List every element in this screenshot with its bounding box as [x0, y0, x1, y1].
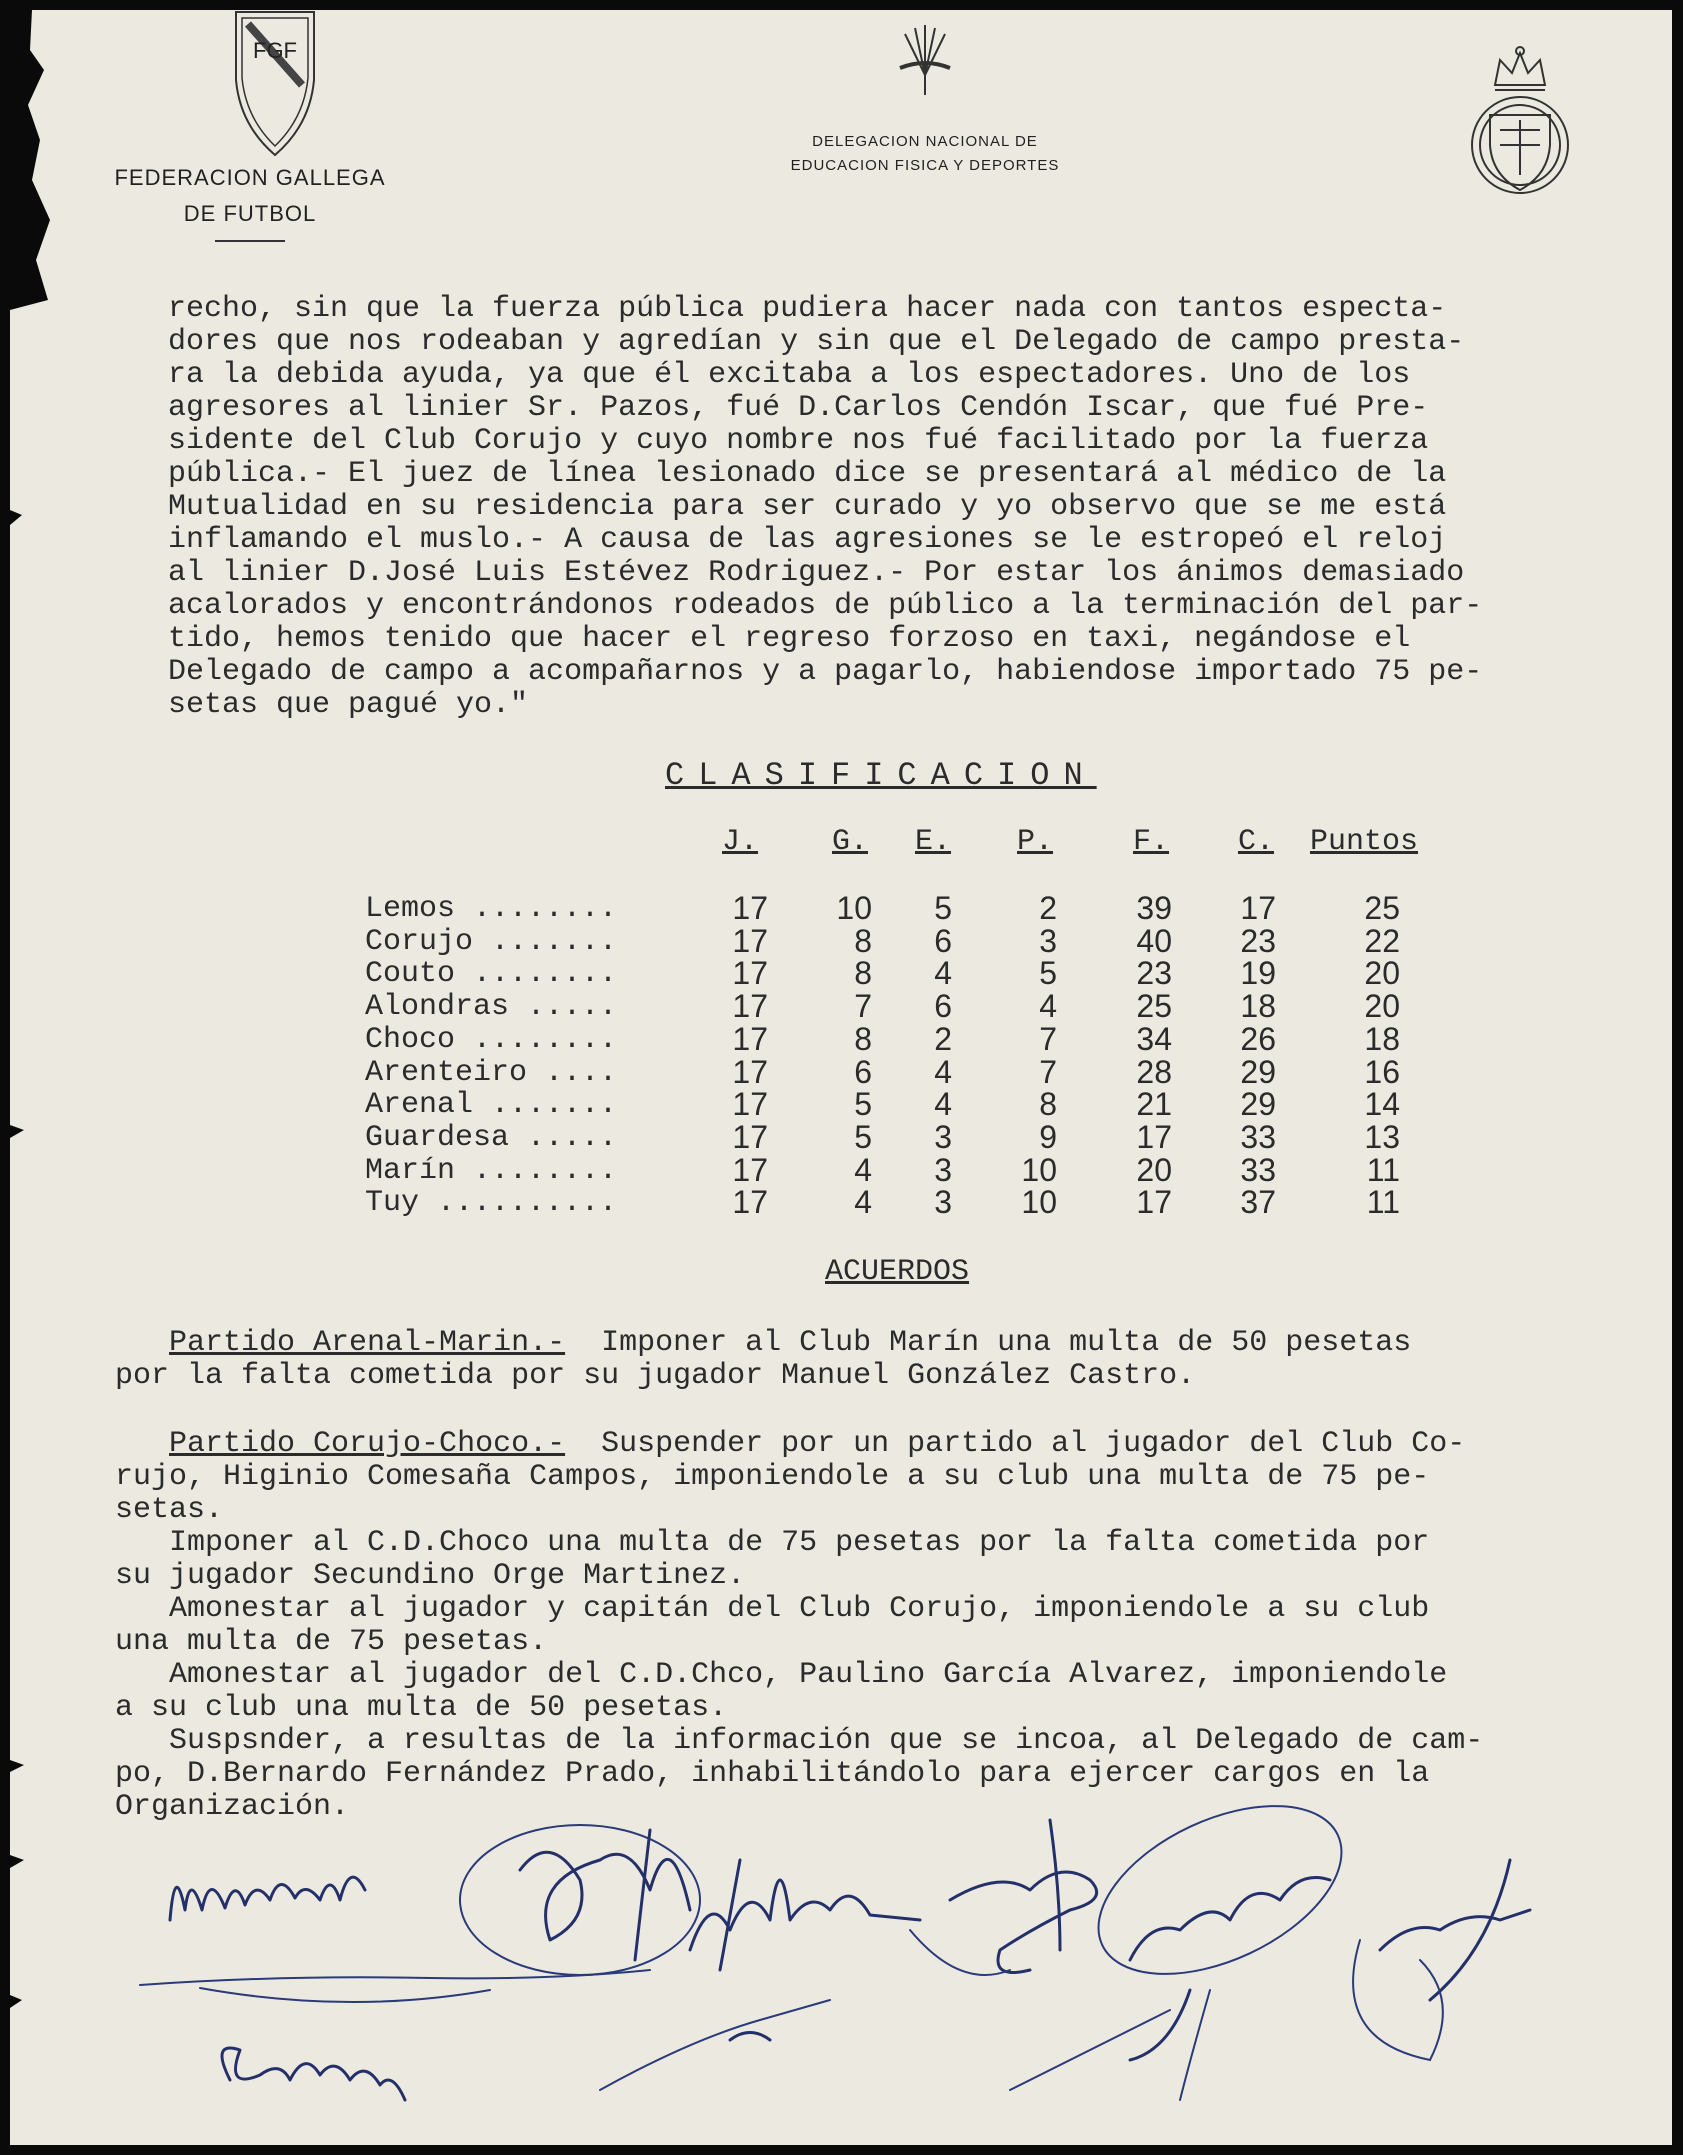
standings-cell: 5 — [934, 890, 952, 926]
agreement-line: una multa de 75 pesetas. — [115, 1625, 548, 1659]
standings-cell: 10 — [1021, 1151, 1057, 1188]
standings-cell: 2 — [1039, 890, 1057, 926]
standings-cell: 18 — [1240, 988, 1276, 1025]
standings-cell: 2 — [934, 1020, 952, 1057]
standings-cell: 9 — [1039, 1118, 1057, 1155]
standings-cell: 8 — [854, 922, 872, 959]
standings-cell: 5 — [854, 1118, 872, 1155]
standings-cell: 33 — [1240, 1118, 1276, 1155]
standings-cell: 18 — [1364, 1020, 1400, 1057]
standings-cell: 5 — [854, 1086, 872, 1123]
agreement-line: Imponer al C.D.Choco una multa de 75 pesetas por la falta cometida por — [115, 1526, 1430, 1560]
standings-cell: 4 — [854, 1151, 872, 1188]
signature-9 — [1010, 1990, 1210, 2100]
federation-name-line2: DE FUTBOL — [183, 201, 317, 226]
standings-team: Corujo ....... — [365, 924, 618, 959]
agreement-first-line — [115, 1428, 1665, 1461]
standings-cell: 17 — [732, 1020, 768, 1057]
standings-cell: 17 — [1136, 1184, 1172, 1221]
standings-column-header: G. — [832, 825, 869, 859]
standings-cell: 29 — [1240, 1086, 1276, 1123]
standings-cell: 17 — [732, 1086, 768, 1123]
body-line: recho, sin que la fuerza pública pudiera hacer nada con tantos especta- — [168, 292, 1447, 326]
signature-3 — [690, 1860, 920, 1970]
agreement-line: Amonestar al jugador del C.D.Chco, Paulino García Alvarez, imponiendole — [115, 1658, 1448, 1692]
standings-column-header: Puntos — [1310, 825, 1419, 859]
arrows-emblem — [880, 20, 970, 100]
standings-column-header: P. — [1017, 825, 1054, 859]
standings-cell: 7 — [854, 988, 872, 1025]
standings-team: Lemos ........ — [365, 892, 618, 926]
standings-cell: 29 — [1240, 1053, 1276, 1090]
standings-cell: 34 — [1136, 1020, 1172, 1057]
standings-cell: 22 — [1364, 922, 1400, 959]
agreement-line: por la falta cometida por su jugador Manuel González Castro. — [115, 1359, 1196, 1393]
standings-cell: 33 — [1240, 1151, 1276, 1188]
agreement-line: su jugador Secundino Orge Martinez. — [115, 1559, 746, 1593]
agreement-line: a su club una multa de 50 pesetas. — [115, 1691, 728, 1725]
standings-cell: 37 — [1240, 1184, 1276, 1221]
agreements-title: ACUERDOS — [825, 1255, 970, 1289]
standings-cell: 5 — [1039, 955, 1057, 992]
federation-name-line1: FEDERACION GALLEGA — [114, 165, 386, 190]
standings-cell: 8 — [854, 955, 872, 992]
standings-cell: 3 — [934, 1118, 952, 1155]
body-line: ra la debida ayuda, ya que él excitaba a los espectadores. Uno de los — [168, 358, 1411, 392]
signature-2 — [460, 1825, 700, 1975]
body-line: acalorados y encontrándonos rodeados de público a la terminación del par- — [168, 589, 1483, 623]
signature-1 — [140, 1877, 650, 2002]
agreement-line: po, D.Bernardo Fernández Prado, inhabilitándolo para ejercer cargos en la — [115, 1757, 1430, 1791]
standings-cell: 6 — [934, 988, 952, 1025]
body-line: tido, hemos tenido que hacer el regreso forzoso en taxi, negándose el — [168, 622, 1411, 656]
standings-cell: 11 — [1366, 1184, 1400, 1221]
document-page — [10, 10, 1672, 2145]
standings-team: Arenal ....... — [365, 1088, 618, 1123]
delegation-line2: EDUCACION FISICA Y DEPORTES — [790, 157, 1060, 174]
standings-column-header: F. — [1133, 825, 1170, 859]
standings-cell: 20 — [1364, 988, 1400, 1025]
standings-cell: 6 — [934, 922, 952, 959]
standings-column-header: E. — [915, 825, 952, 859]
body-line: Delegado de campo a acompañarnos y a pagarlo, habiendose importado 75 pe- — [168, 655, 1483, 689]
standings-team: Tuy .......... — [365, 1186, 618, 1221]
crowned-crest-logo — [1460, 35, 1580, 195]
standings-cell: 17 — [732, 1184, 768, 1221]
standings-title: CLASIFICACION — [665, 757, 1097, 794]
standings-cell: 17 — [732, 955, 768, 992]
standings-team: Marín ........ — [365, 1153, 618, 1188]
standings-cell: 4 — [854, 1184, 872, 1221]
standings-cell: 40 — [1136, 922, 1172, 959]
standings-cell: 4 — [934, 1053, 952, 1090]
standings-cell: 10 — [1021, 1184, 1057, 1221]
body-line: agresores al linier Sr. Pazos, fué D.Carlos Cendón Iscar, que fué Pre- — [168, 391, 1429, 425]
signature-6 — [1353, 1860, 1530, 2060]
agreement-text: Imponer al Club Marín una multa de 50 pesetas — [565, 1326, 1412, 1360]
standings-team: Alondras ..... — [365, 990, 618, 1025]
standings-cell: 17 — [732, 922, 768, 959]
header-rule — [215, 240, 285, 242]
standings-cell: 19 — [1240, 955, 1276, 992]
standings-cell: 17 — [732, 1053, 768, 1090]
agreement-line: setas. — [115, 1493, 224, 1527]
standings-cell: 3 — [1039, 922, 1057, 959]
shield-letters: FGF — [253, 38, 297, 63]
agreement-block-arenal-marin — [115, 1327, 1665, 1393]
agreement-line: rujo, Higinio Comesaña Campos, imponiendole a su club una multa de 75 pe- — [115, 1460, 1430, 1494]
standings-cell: 17 — [732, 988, 768, 1025]
agreement-line: Suspsnder, a resultas de la información que se incoa, al Delegado de cam- — [115, 1724, 1484, 1758]
signature-5 — [1073, 1800, 1368, 2060]
standings-cell: 20 — [1136, 1151, 1172, 1188]
torn-edge — [10, 10, 70, 2145]
standings-cell: 4 — [934, 955, 952, 992]
agreement-text: Suspender por un partido al jugador del Club Co- — [565, 1427, 1466, 1461]
standings-cell: 17 — [732, 1151, 768, 1188]
standings-cell: 3 — [934, 1151, 952, 1188]
standings-cell: 28 — [1136, 1053, 1172, 1090]
body-line: Mutualidad en su residencia para ser curado y yo observo que se me está — [168, 490, 1447, 524]
agreement-line: Amonestar al jugador y capitán del Club Corujo, imponiendole a su club — [115, 1592, 1430, 1626]
standings-cell: 39 — [1136, 890, 1172, 926]
standings-team: Guardesa ..... — [365, 1120, 618, 1155]
agreement-line: Organización. — [115, 1790, 350, 1824]
standings-team: Couto ........ — [365, 957, 618, 992]
federation-header — [100, 10, 400, 242]
standings-cell: 8 — [854, 1020, 872, 1057]
standings-cell: 6 — [854, 1053, 872, 1090]
agreement-first-line — [115, 1327, 1665, 1360]
match-heading: Partido Corujo-Choco.- — [169, 1427, 566, 1461]
body-line: inflamando el muslo.- A causa de las agresiones se le estropeó el reloj — [168, 523, 1447, 557]
standings-cell: 16 — [1364, 1053, 1400, 1090]
delegation-line1: DELEGACION NACIONAL DE — [812, 133, 1038, 150]
standings-team: Arenteiro .... — [365, 1055, 618, 1090]
signature-7 — [222, 2048, 405, 2100]
standings-cell: 21 — [1136, 1086, 1172, 1123]
standings-team: Choco ........ — [365, 1022, 618, 1057]
standings-cell: 20 — [1364, 955, 1400, 992]
standings-cell: 7 — [1039, 1020, 1057, 1057]
signature-8 — [600, 2000, 830, 2090]
standings-cell: 25 — [1136, 988, 1172, 1025]
body-line: al linier D.José Luis Estévez Rodriguez.- Por estar los ánimos demasiado — [168, 556, 1465, 590]
standings-cell: 4 — [934, 1086, 952, 1123]
standings-cell: 23 — [1240, 922, 1276, 959]
body-line: setas que pagué yo." — [168, 688, 529, 722]
standings-cell: 7 — [1039, 1053, 1057, 1090]
delegation-header — [740, 130, 1110, 178]
standings-column-header: J. — [722, 825, 759, 859]
agreement-block-corujo-choco — [115, 1428, 1665, 1824]
standings-cell: 4 — [1039, 988, 1057, 1025]
body-line: pública.- El juez de línea lesionado dice se presentará al médico de la — [168, 457, 1447, 491]
match-heading: Partido Arenal-Marin.- — [169, 1326, 566, 1360]
body-line: dores que nos rodeaban y agredían y sin que el Delegado de campo presta- — [168, 325, 1465, 359]
standings-cell: 17 — [1136, 1118, 1172, 1155]
standings-cell: 26 — [1240, 1020, 1276, 1057]
standings-cell: 10 — [836, 890, 872, 926]
body-line: sidente del Club Corujo y cuyo nombre nos fué facilitado por la fuerza — [168, 424, 1429, 458]
standings-cell: 14 — [1364, 1086, 1400, 1123]
signatures-area — [130, 1800, 1570, 2130]
standings-cell: 17 — [732, 890, 768, 926]
signature-4 — [910, 1820, 1097, 1975]
standings-column-header: C. — [1238, 825, 1275, 859]
standings-cell: 17 — [732, 1118, 768, 1155]
standings-cell: 11 — [1366, 1151, 1400, 1188]
standings-cell: 8 — [1039, 1086, 1057, 1123]
standings-cell: 17 — [1240, 890, 1276, 926]
standings-cell: 3 — [934, 1184, 952, 1221]
standings-cell: 23 — [1136, 955, 1172, 992]
report-paragraph — [168, 293, 1658, 722]
standings-cell: 25 — [1364, 890, 1400, 926]
standings-cell: 13 — [1364, 1118, 1400, 1155]
